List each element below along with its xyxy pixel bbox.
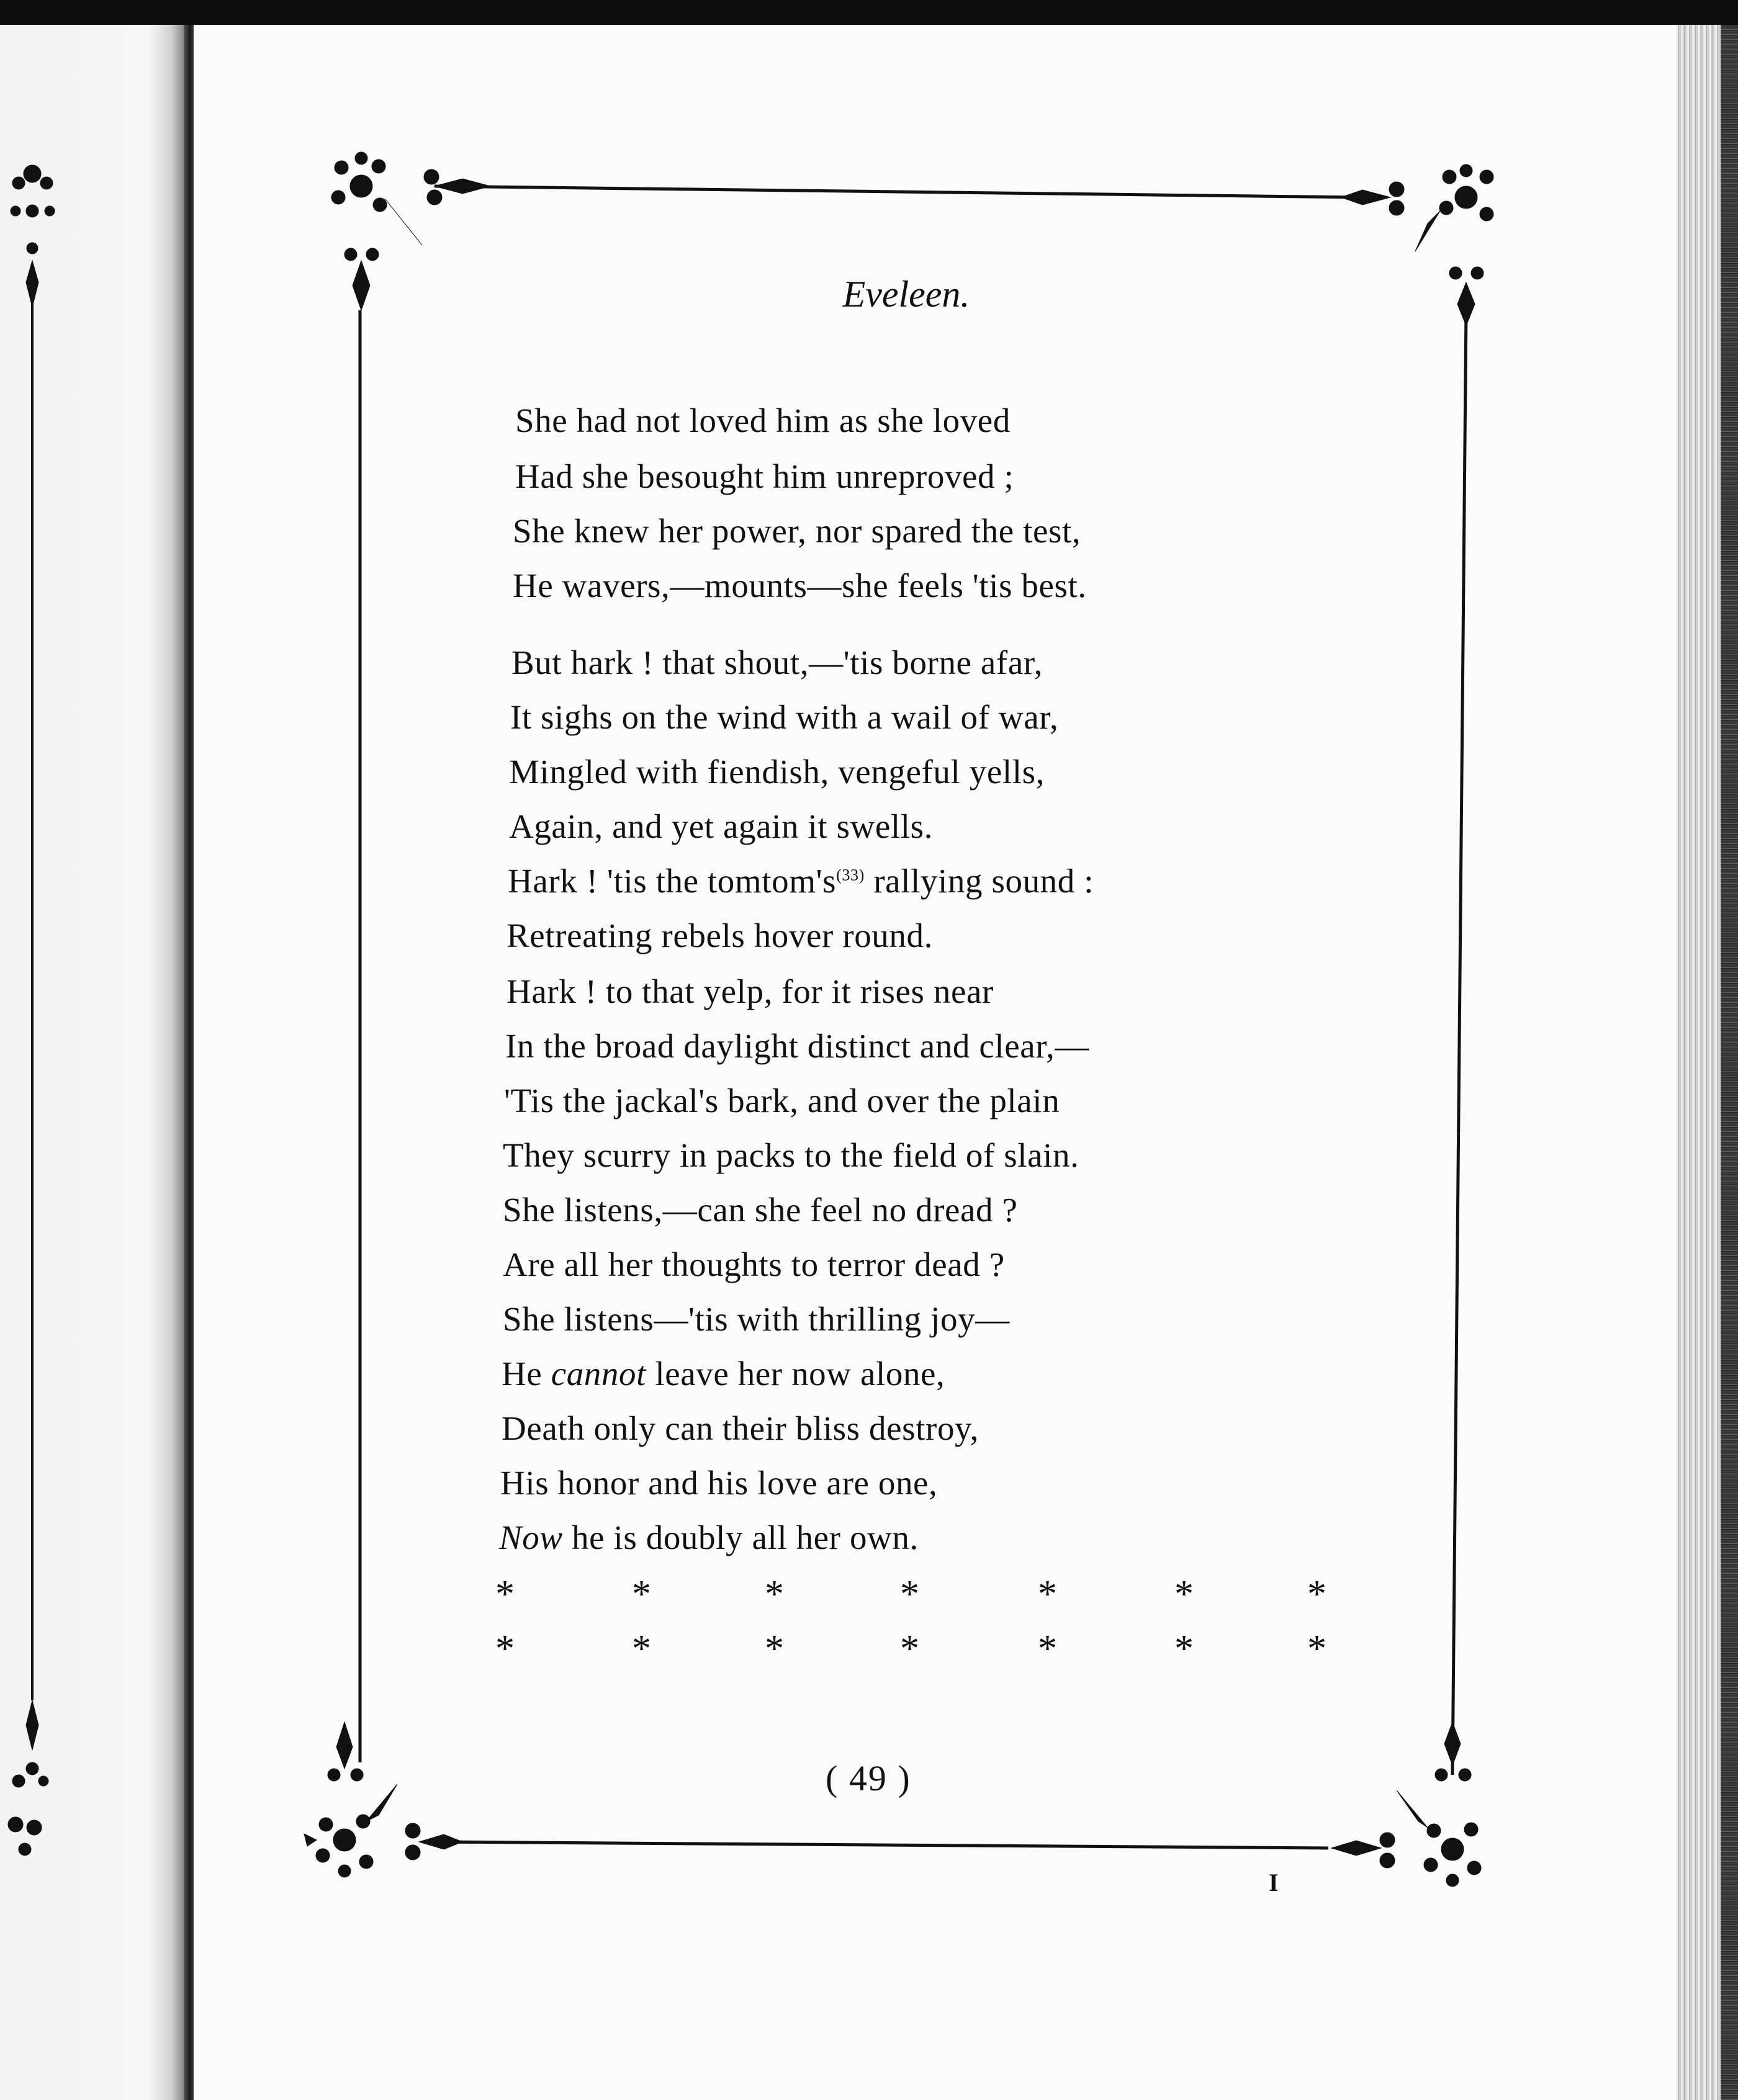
corner-ornament-bottom-right — [1331, 1722, 1481, 1887]
poem-line: She listens—'tis with thrilling joy— — [503, 1300, 1010, 1338]
poem-line: In the broad daylight distinct and clear,— — [505, 1027, 1089, 1065]
poem-line: Hark ! to that yelp, for it rises near — [507, 972, 994, 1010]
poem-line-cannot — [502, 1354, 945, 1393]
corner-ornament-bottom-left — [304, 1722, 462, 1877]
poem-line: She knew her power, nor spared the test, — [513, 512, 1081, 550]
poem-line-now — [499, 1518, 919, 1557]
asterisk: * — [1038, 1628, 1057, 1670]
asterisk: * — [1174, 1628, 1194, 1670]
asterisk: * — [495, 1628, 515, 1670]
poem-line: Retreating rebels hover round. — [507, 917, 933, 954]
poem-line: They scurry in packs to the field of slain. — [503, 1136, 1079, 1174]
asterisk: * — [632, 1573, 651, 1615]
asterisk: * — [495, 1573, 515, 1615]
footnote-marker: (33) — [836, 866, 865, 884]
cannot-word: cannot — [551, 1355, 646, 1393]
poem-line-tomtom — [508, 861, 1094, 900]
poem-line: She listens,—can she feel no dread ? — [503, 1191, 1018, 1229]
poem-line: She had not loved him as she loved — [515, 402, 1011, 439]
asterisk: * — [632, 1628, 651, 1670]
poem-line: His honor and his love are one, — [500, 1464, 938, 1502]
poem-line: 'Tis the jackal's bark, and over the plain — [504, 1082, 1060, 1120]
poem-title: Eveleen. — [842, 274, 970, 315]
asterisk: * — [1038, 1573, 1057, 1615]
asterisk: * — [1174, 1573, 1194, 1615]
asterisk: * — [765, 1573, 784, 1615]
poem-line: Are all her thoughts to terror dead ? — [503, 1245, 1005, 1283]
now-word: Now — [499, 1519, 563, 1556]
poem-line: Again, and yet again it swells. — [509, 807, 934, 845]
corner-ornament-top-right — [1341, 164, 1493, 326]
corner-ornament-top-left — [331, 152, 490, 310]
poem-line: He wavers,—mounts—she feels 'tis best. — [513, 567, 1087, 604]
now-line-rest: he is doubly all her own. — [562, 1519, 919, 1556]
poem-line: Mingled with fiendish, vengeful yells, — [509, 753, 1045, 791]
asterisk: * — [765, 1628, 784, 1670]
signature-mark: I — [1269, 1869, 1279, 1896]
poem-line: But hark ! that shout,—'tis borne afar, — [511, 644, 1043, 681]
asterisk: * — [1307, 1628, 1326, 1670]
poem-line: Death only can their bliss destroy, — [502, 1409, 979, 1447]
cannot-line-rest: leave her now alone, — [646, 1355, 945, 1393]
asterisk: * — [900, 1573, 919, 1615]
asterisk: * — [1307, 1573, 1326, 1615]
poem-line: It sighs on the wind with a wail of war, — [510, 698, 1059, 736]
page-number: ( 49 ) — [826, 1758, 911, 1798]
cannot-line-text: He — [502, 1355, 551, 1393]
tomtom-line-rest: rallying sound : — [864, 862, 1094, 900]
poem-line: Had she besought him unreproved ; — [515, 457, 1014, 495]
tomtom-line-text: Hark ! 'tis the tomtom's — [508, 862, 837, 900]
asterisk: * — [900, 1628, 919, 1670]
